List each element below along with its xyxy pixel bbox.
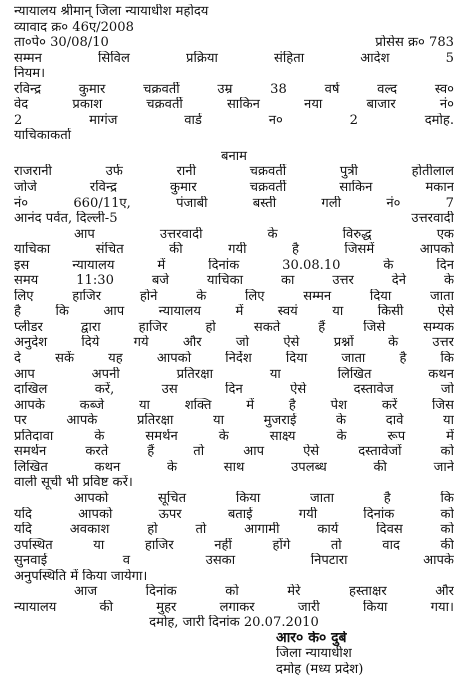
body-line: न्यायालय की मुहर लगाकर जारी किया गया। [14,599,454,615]
body-line: पर आपके प्रतिरक्षा या मुजराई के दावे या [14,413,454,429]
body-line: आप अपनी प्रतिरक्षा या लिखित कथन [14,366,454,382]
body-line: यदि अवकाश हो तो आगामी कार्य दिवस को [14,522,454,538]
body-line: दाखिल करें, उस दिन ऐसे दस्तावेज जो [14,382,454,398]
petitioner-line: 2 मागंज वार्ड न० 2 दमोह. [14,112,454,128]
body-line: आपको सूचित किया जाता है कि [74,490,454,506]
body-line: यदि आपको ऊपर बताई गयी दिनांक को [14,506,454,522]
petitioner-line: रविन्द्र कुमार चक्रवर्ती उम्र 38 वर्ष वल्द स्व० [14,81,454,97]
body-line: अनुदेश दिये गये और जो ऐसे प्रश्नों के उत्तर [14,335,454,351]
respondent-line: राजरानी उर्फ रानी चक्रवर्ती पुत्री होतीलाल [14,164,454,180]
body-line: इस न्यायालय में दिनांक 30.08.10 के दिन [14,257,454,273]
body-line: उपस्थित या हाजिर नहीं होंगे तो वाद की [14,537,454,553]
body-line: प्लीडर द्वारा हाजिर हो सकते हैं जिसे सम्यक [14,319,454,335]
issue-date-line: दमोह, जारी दिनांक 20.07.2010 [149,615,319,631]
body-line: दे सकें यह आपको निर्देश दिया जाता है कि [14,351,454,367]
body-line: लिए हाजिर होने के लिए सम्मन दिया जाता [14,288,454,304]
body-line: प्रतिदावा के समर्थन के साक्ष्य के रूप में [14,428,454,444]
body-line: आपके कब्जे या शक्ति में है पेश करें जिस [14,397,454,413]
summons-heading-cont: नियम। [14,66,46,82]
body-line: समर्थन करते हैं तो आप ऐसे दस्तावेजों को [14,444,454,460]
body-line: है कि आप न्यायालय में स्वयं या किसी ऐसे [14,304,454,320]
respondent-address-end: आनंद पर्वत, दिल्ली-5 [14,211,118,227]
respondent-line: जोजे रविन्द्र कुमार चक्रवर्ती साकिन मकान [14,180,454,196]
court-summons-notice [14,4,454,696]
body-line: आज दिनांक को मेरे हस्ताक्षर और [74,584,454,600]
body-line: सुनवाई व उसका निपटारा आपके [14,553,454,569]
signatory-designation: जिला न्यायाधीश [276,646,352,662]
process-number: प्रोसेस क्र० 783 [375,35,454,51]
body-line: अनुपस्थिति में किया जायेगा। [14,568,148,584]
signatory-name: आर० के० दुबे [276,630,347,646]
respondent-role: उत्तरवादी [411,211,454,227]
petitioner-role: याचिकाकर्ता [14,128,72,144]
body-line: याचिका संचित की गयी है जिसमें आपको [14,242,454,258]
hearing-date: ता०पे० 30/08/10 [14,35,109,51]
signatory-place: दमोह (मध्य प्रदेश) [276,661,364,677]
court-title: न्यायालय श्रीमान् जिला न्यायाधीश महोदय [14,4,209,19]
petitioner-line: वेद प्रकाश चक्रवर्ती साकिन नया बाजार नं० [14,97,454,113]
versus-label: बनाम [221,148,247,164]
summons-heading: सम्मन सिविल प्रक्रिया संहिता आदेश 5 [14,50,454,66]
body-line: समय 11:30 बजे याचिका का उत्तर देने के [14,273,454,289]
respondent-line: नं० 660/11ए, पंजाबी बस्ती गली नं० 7 [14,195,454,211]
body-line: लिखित कथन के साथ उपलब्ध की जाने [14,459,454,475]
date-process-row [14,35,454,51]
case-number: व्यावाद क्र० 46ए/2008 [14,19,134,35]
body-line: वाली सूची भी प्रविष्ट करें। [14,475,133,491]
respondent-last-row [14,211,454,227]
body-line: आप उत्तरवादी के विरुद्ध एक [74,226,454,242]
